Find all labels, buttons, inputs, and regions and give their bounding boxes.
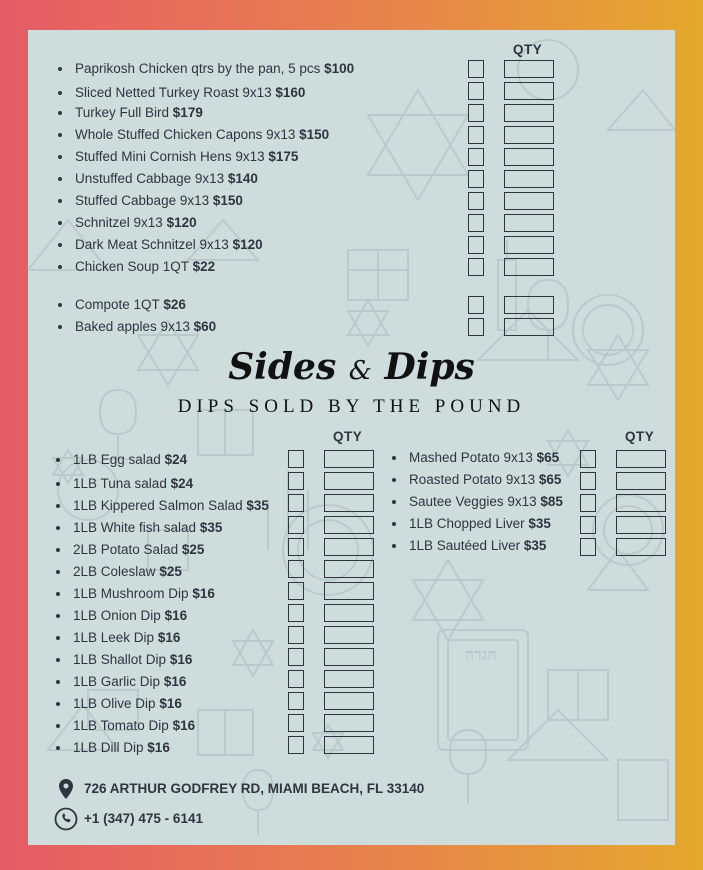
qty-input[interactable] — [616, 516, 666, 534]
bullet — [56, 592, 60, 596]
bullet — [392, 500, 396, 504]
phone-icon — [54, 807, 78, 831]
bullet — [392, 456, 396, 460]
bullet — [58, 265, 62, 269]
qty-input[interactable] — [324, 494, 374, 512]
bullet — [56, 526, 60, 530]
select-checkbox[interactable] — [288, 450, 304, 468]
bullet — [58, 221, 62, 225]
select-checkbox[interactable] — [468, 104, 484, 122]
qty-input[interactable] — [324, 692, 374, 710]
address-text: 726 ARTHUR GODFREY RD, MIAMI BEACH, FL 33140 — [84, 781, 425, 796]
qty-header-sides: QTY — [625, 429, 655, 444]
section-title-sides-dips — [28, 346, 675, 388]
item-price: $120 — [166, 215, 197, 230]
select-checkbox[interactable] — [468, 82, 484, 100]
item-name: 1LB Leek Dip — [73, 630, 155, 645]
bullet — [56, 746, 60, 750]
item-name: Schnitzel 9x13 — [75, 215, 163, 230]
bullet — [56, 658, 60, 662]
item-name: Unstuffed Cabbage 9x13 — [75, 171, 225, 186]
item-name: 1LB Tuna salad — [73, 476, 167, 491]
item-price: $16 — [169, 652, 193, 667]
qty-input[interactable] — [504, 170, 554, 188]
select-checkbox[interactable] — [468, 170, 484, 188]
bullet — [56, 614, 60, 618]
select-checkbox[interactable] — [468, 148, 484, 166]
bullet — [58, 111, 62, 115]
bullet — [58, 325, 62, 329]
select-checkbox[interactable] — [468, 258, 484, 276]
item-name: Compote 1QT — [75, 297, 160, 312]
item-price: $35 — [246, 498, 269, 513]
select-checkbox[interactable] — [288, 670, 304, 688]
select-checkbox[interactable] — [288, 604, 304, 622]
qty-input[interactable] — [504, 296, 554, 314]
item-name: Dark Meat Schnitzel 9x13 — [75, 237, 229, 252]
select-checkbox[interactable] — [288, 494, 304, 512]
item-price: $16 — [163, 674, 187, 689]
item-name: 1LB Olive Dip — [73, 696, 156, 711]
qty-input[interactable] — [504, 82, 554, 100]
bullet — [58, 303, 62, 307]
bullet — [58, 199, 62, 203]
item-price: $16 — [157, 630, 181, 645]
bullet — [58, 177, 62, 181]
bullet — [392, 522, 396, 526]
item-price: $16 — [164, 608, 188, 623]
select-checkbox[interactable] — [288, 560, 304, 578]
qty-input[interactable] — [324, 670, 374, 688]
bullet — [392, 544, 396, 548]
select-checkbox[interactable] — [580, 494, 596, 512]
item-name: Baked apples 9x13 — [75, 319, 190, 334]
select-checkbox[interactable] — [288, 648, 304, 666]
section-subtitle: DIPS SOLD BY THE POUND — [177, 396, 526, 417]
item-name: Sautee Veggies 9x13 — [409, 494, 537, 509]
item-name: Stuffed Mini Cornish Hens 9x13 — [75, 149, 265, 164]
qty-input[interactable] — [324, 714, 374, 732]
item-name: 1LB Chopped Liver — [409, 516, 525, 531]
item-price: $24 — [164, 452, 188, 467]
qty-input[interactable] — [616, 538, 666, 556]
bullet — [56, 548, 60, 552]
select-checkbox[interactable] — [288, 538, 304, 556]
qty-input[interactable] — [324, 582, 374, 600]
select-checkbox[interactable] — [468, 214, 484, 232]
qty-input[interactable] — [324, 516, 374, 534]
qty-input[interactable] — [616, 494, 666, 512]
item-name: 1LB White fish salad — [73, 520, 197, 535]
item-price: $16 — [192, 586, 215, 601]
bullet — [58, 155, 62, 159]
order-form-sheet — [28, 30, 675, 845]
qty-input[interactable] — [504, 192, 554, 210]
bullet — [56, 724, 60, 728]
select-checkbox[interactable] — [288, 714, 304, 732]
item-price: $25 — [159, 564, 182, 579]
item-name: Turkey Full Bird — [75, 105, 170, 120]
svg-text:חגדה: חגדה — [465, 645, 497, 664]
qty-input[interactable] — [504, 60, 554, 78]
select-checkbox[interactable] — [580, 450, 596, 468]
qty-input[interactable] — [504, 214, 554, 232]
item-name: 1LB Tomato Dip — [73, 718, 169, 733]
qty-input[interactable] — [616, 450, 666, 468]
item-price: $160 — [275, 85, 306, 100]
bullet — [58, 243, 62, 247]
item-name: Roasted Potato 9x13 — [409, 472, 536, 487]
select-checkbox[interactable] — [468, 192, 484, 210]
item-price: $100 — [324, 61, 355, 76]
item-price: $24 — [170, 476, 194, 491]
bullet — [56, 636, 60, 640]
item-price: $25 — [181, 542, 205, 557]
item-name: 1LB Dill Dip — [73, 740, 144, 755]
item-price: $150 — [212, 193, 243, 208]
bullet — [58, 91, 62, 95]
item-price: $16 — [172, 718, 196, 733]
title-ampersand: & — [348, 356, 372, 386]
item-name: 1LB Kippered Salmon Salad — [73, 498, 243, 513]
item-price: $16 — [159, 696, 182, 711]
title-word-sides: Sides — [228, 346, 337, 388]
item-price: $175 — [268, 149, 299, 164]
select-checkbox[interactable] — [288, 472, 304, 490]
bullet — [56, 504, 60, 508]
item-name: 1LB Garlic Dip — [73, 674, 161, 689]
item-price: $150 — [299, 127, 330, 142]
bullet — [58, 67, 62, 71]
qty-header-mains: QTY — [513, 42, 543, 57]
item-price: $140 — [227, 171, 258, 186]
item-price: $85 — [540, 494, 563, 509]
item-name: 1LB Shallot Dip — [73, 652, 167, 667]
bullet — [392, 478, 396, 482]
select-checkbox[interactable] — [468, 236, 484, 254]
item-name: Chicken Soup 1QT — [75, 259, 189, 274]
qty-input[interactable] — [324, 538, 374, 556]
item-name: Whole Stuffed Chicken Capons 9x13 — [75, 127, 296, 142]
qty-input[interactable] — [324, 736, 374, 754]
qty-input[interactable] — [504, 104, 554, 122]
item-price: $179 — [172, 105, 203, 120]
item-name: 1LB Sautéed Liver — [409, 538, 521, 553]
qty-header-dips: QTY — [333, 429, 363, 444]
select-checkbox[interactable] — [288, 626, 304, 644]
qty-input[interactable] — [324, 604, 374, 622]
qty-input[interactable] — [324, 560, 374, 578]
location-pin-icon — [54, 777, 78, 801]
qty-input[interactable] — [324, 626, 374, 644]
bullet — [56, 702, 60, 706]
qty-input[interactable] — [324, 472, 374, 490]
bullet — [56, 680, 60, 684]
item-price: $22 — [192, 259, 216, 274]
item-name: Stuffed Cabbage 9x13 — [75, 193, 210, 208]
select-checkbox[interactable] — [288, 516, 304, 534]
item-name: 2LB Potato Salad — [73, 542, 179, 557]
select-checkbox[interactable] — [468, 60, 484, 78]
item-name: Mashed Potato 9x13 — [409, 450, 533, 465]
qty-input[interactable] — [324, 450, 374, 468]
select-checkbox[interactable] — [288, 692, 304, 710]
qty-input[interactable] — [504, 236, 554, 254]
item-name: 1LB Onion Dip — [73, 608, 161, 623]
item-price: $60 — [193, 319, 217, 334]
item-price: $65 — [538, 472, 562, 487]
item-price: $35 — [523, 538, 547, 553]
select-checkbox[interactable] — [468, 296, 484, 314]
item-price: $65 — [536, 450, 560, 465]
item-name: 2LB Coleslaw — [73, 564, 156, 579]
qty-input[interactable] — [504, 258, 554, 276]
item-price: $16 — [147, 740, 170, 755]
item-price: $35 — [528, 516, 551, 531]
item-price: $35 — [199, 520, 223, 535]
qty-input[interactable] — [504, 148, 554, 166]
item-price: $26 — [163, 297, 186, 312]
qty-input[interactable] — [504, 318, 554, 336]
title-word-dips: Dips — [384, 346, 475, 388]
item-name: Paprikosh Chicken qtrs by the pan, 5 pcs — [75, 61, 321, 76]
item-name: 1LB Egg salad — [73, 452, 161, 467]
qty-input[interactable] — [504, 126, 554, 144]
item-name: Sliced Netted Turkey Roast 9x13 — [75, 85, 272, 100]
select-checkbox[interactable] — [288, 736, 304, 754]
bullet — [56, 570, 60, 574]
select-checkbox[interactable] — [580, 472, 596, 490]
select-checkbox[interactable] — [468, 318, 484, 336]
item-name: 1LB Mushroom Dip — [73, 586, 189, 601]
item-price: $120 — [232, 237, 263, 252]
qty-input[interactable] — [324, 648, 374, 666]
qty-input[interactable] — [616, 472, 666, 490]
phone-text: +1 (347) 475 - 6141 — [84, 811, 203, 826]
select-checkbox[interactable] — [580, 538, 596, 556]
select-checkbox[interactable] — [580, 516, 596, 534]
select-checkbox[interactable] — [288, 582, 304, 600]
select-checkbox[interactable] — [468, 126, 484, 144]
bullet — [56, 482, 60, 486]
bullet — [58, 133, 62, 137]
bullet — [56, 458, 60, 462]
